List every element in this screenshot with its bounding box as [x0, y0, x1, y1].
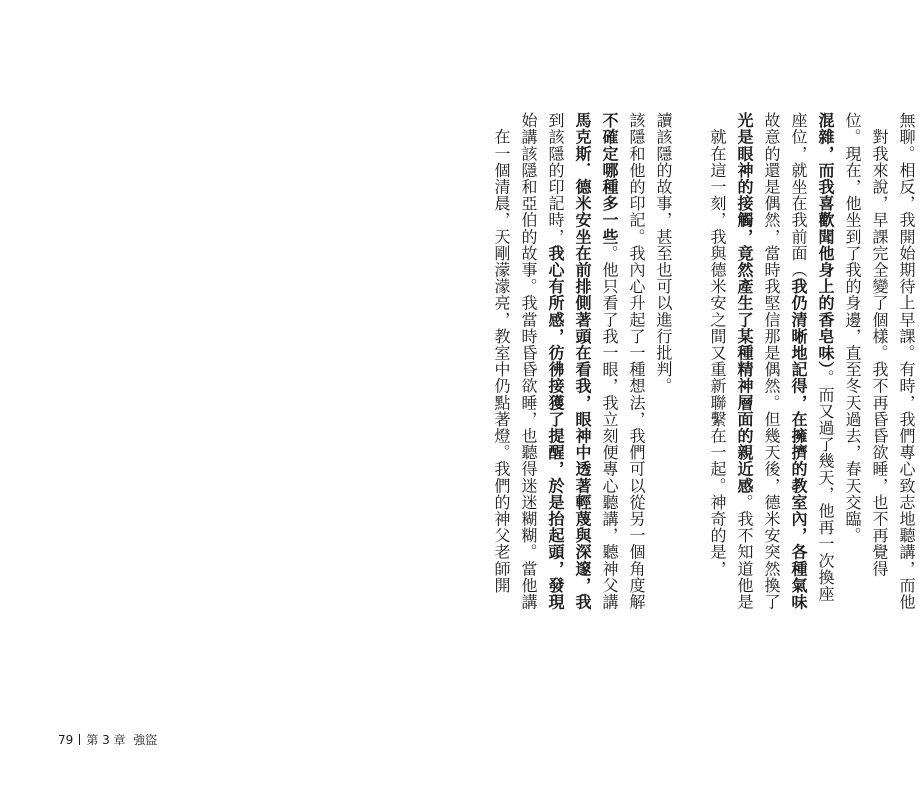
bold-text-run: 我仍清晰地記得，在擁擠的教室內，各種氣味 [789, 278, 808, 610]
text-run: 在一個清晨，天剛濛濛亮，教室中仍點著燈。我們的神父老師開 [492, 112, 511, 594]
text-column [488, 112, 514, 672]
text-run: 無聊。相反，我開始期待上早課。有時，我們專心致志地聽講，而他 [897, 112, 916, 610]
text-column [650, 112, 676, 672]
text-run: 該隱和他的印記。我內心升起了一種想法，我們可以從另一個角度解 [627, 112, 646, 610]
text-run: 。而又過了幾天，他再一次換座 [816, 369, 835, 603]
text-run: 。我不知道他是 [735, 493, 754, 611]
text-run: 到該隱的印記時， [546, 112, 565, 245]
text-column [704, 112, 730, 672]
bold-text-run: 不確定哪種多一些 [600, 112, 619, 245]
text-column [515, 112, 541, 672]
text-column [731, 112, 757, 672]
text-column [623, 112, 649, 672]
text-column [893, 112, 919, 672]
text-column [866, 112, 892, 672]
text-run: 對我來說，早課完全變了個樣。我不再昏昏欲睡，也不再覺得 [870, 112, 889, 577]
bold-text-run: 我心有所感，彷彿接獲了提醒，於是抬起頭，發現 [546, 244, 565, 611]
bold-text-run: 馬克斯．德米安坐在前排側著頭在看我，眼神中透著輕蔑與深邃，我 [573, 112, 592, 610]
text-column [839, 112, 865, 672]
text-column [542, 112, 568, 672]
chapter-label: 第 3 章 [86, 733, 126, 747]
text-column [569, 112, 595, 672]
bold-text-run: 混雜，而我喜歡聞他身上的香皂味） [816, 112, 835, 370]
text-column [812, 112, 838, 672]
text-run: 就在這一刻，我與德米安之間又重新聯繫在一起。神奇的是， [708, 112, 727, 577]
text-run: 讀該隱的故事，甚至也可以進行批判。 [654, 112, 673, 395]
text-run: 。他只看了我一眼，我立刻便專心聽講，聽神父講 [600, 244, 619, 611]
page-number: 79 [58, 733, 74, 747]
text-run: 故意的還是偶然，當時我堅信那是偶然。但幾天後，德米安突然換了 [762, 112, 781, 610]
page-footer [58, 731, 157, 748]
text-column [596, 112, 622, 672]
chapter-title: 強盜 [133, 733, 158, 747]
text-run: 始講該隱和亞伯的故事。我當時昏昏欲睡，也聽得迷迷糊糊。當他講 [519, 112, 538, 610]
footer-separator [79, 734, 80, 745]
text-column [785, 112, 811, 672]
text-run: 位。現在，他坐到了我的身邊，直至冬天過去，春天交臨。 [843, 112, 862, 544]
text-column [758, 112, 784, 672]
text-run: 座位，就坐在我前面（ [789, 112, 808, 278]
text-column [677, 112, 703, 672]
bold-text-run: 光是眼神的接觸，竟然產生了某種精神層面的親近感 [735, 112, 754, 494]
